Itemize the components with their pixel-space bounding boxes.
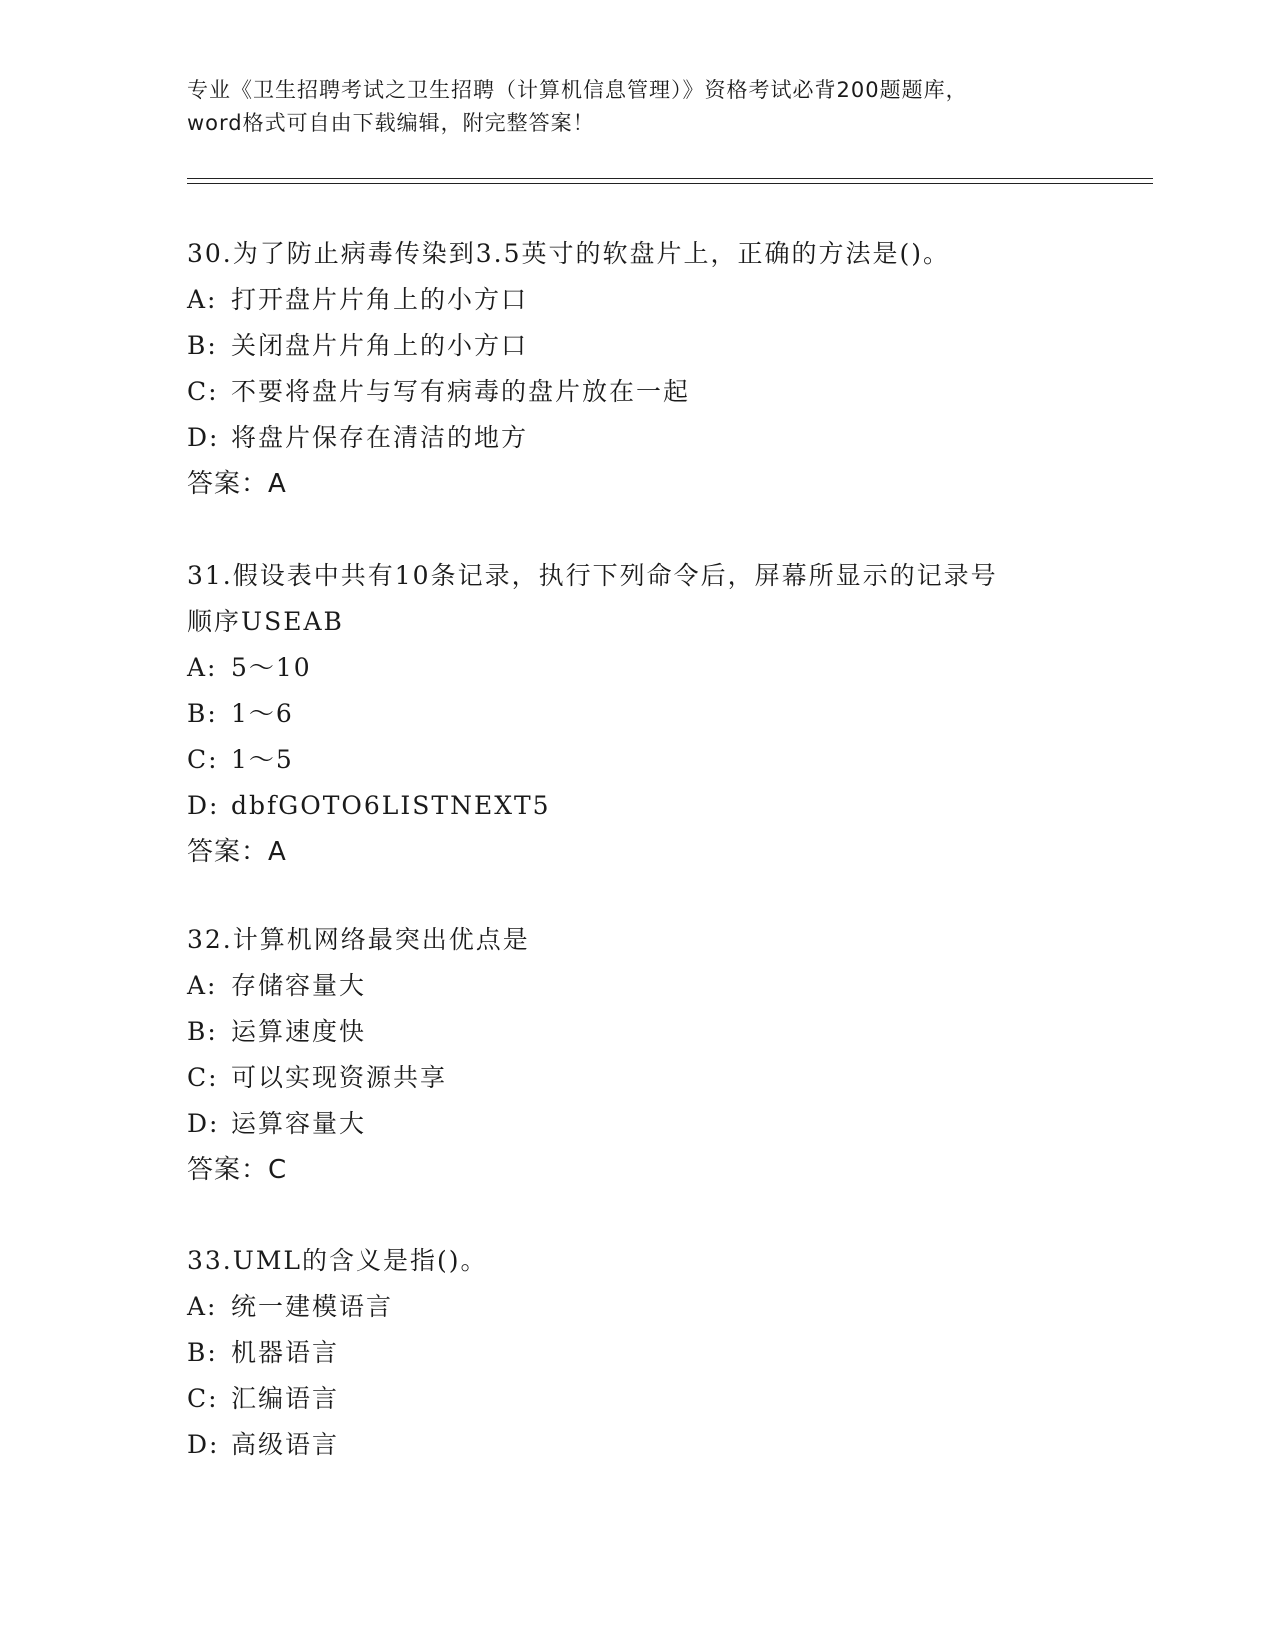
option-text: 运算速度快 (231, 1017, 367, 1046)
option-b (187, 691, 1087, 737)
option-letter: D: (187, 791, 220, 820)
option-c (187, 1376, 1087, 1422)
header-title-line-1: 专业《卫生招聘考试之卫生招聘（计算机信息管理）》资格考试必背200题题库， (187, 78, 968, 102)
question-text: 30.为了防止病毒传染到3.5英寸的软盘片上，正确的方法是()。 (187, 239, 951, 268)
option-b (187, 1330, 1087, 1376)
option-text: 机器语言 (231, 1338, 340, 1367)
option-a (187, 1284, 1087, 1330)
option-text: 统一建模语言 (231, 1292, 394, 1321)
option-c (187, 369, 1087, 415)
option-letter: B: (187, 699, 218, 728)
option-b (187, 323, 1087, 369)
option-letter: B: (187, 1017, 218, 1046)
option-text: 运算容量大 (231, 1109, 367, 1138)
question-text: 32.计算机网络最突出优点是 (187, 925, 530, 954)
answer-line: 答案：A (187, 469, 287, 499)
option-letter: C: (187, 745, 219, 774)
option-d (187, 415, 1087, 461)
question-33 (187, 1238, 1087, 1468)
option-d (187, 1101, 1087, 1147)
option-c (187, 737, 1087, 783)
option-letter: C: (187, 1384, 219, 1413)
option-letter: B: (187, 1338, 218, 1367)
option-c (187, 1055, 1087, 1101)
option-letter: B: (187, 331, 218, 360)
option-text: 打开盘片片角上的小方口 (231, 285, 529, 314)
option-d (187, 1422, 1087, 1468)
option-letter: A: (187, 285, 218, 314)
option-text: 1～6 (231, 699, 294, 728)
header-divider-bottom (187, 183, 1153, 184)
question-text: 31.假设表中共有10条记录，执行下列命令后，屏幕所显示的记录号 (187, 561, 998, 590)
document-header (187, 74, 1087, 140)
answer-line: 答案：C (187, 1155, 288, 1185)
option-b (187, 1009, 1087, 1055)
option-text: 高级语言 (231, 1430, 340, 1459)
option-a (187, 963, 1087, 1009)
option-text: 汇编语言 (231, 1384, 340, 1413)
option-letter: A: (187, 971, 218, 1000)
option-text: 可以实现资源共享 (231, 1063, 448, 1092)
option-text: 1～5 (231, 745, 294, 774)
header-divider-top (187, 178, 1153, 179)
option-letter: D: (187, 423, 220, 452)
option-text: 将盘片保存在清洁的地方 (231, 423, 529, 452)
option-a (187, 645, 1087, 691)
question-30 (187, 231, 1087, 507)
question-32 (187, 917, 1087, 1193)
option-text: 存储容量大 (231, 971, 367, 1000)
question-text-continued: 顺序USEAB (187, 607, 344, 636)
option-text: dbfGOTO6LISTNEXT5 (231, 791, 551, 820)
option-letter: D: (187, 1109, 220, 1138)
option-letter: A: (187, 653, 218, 682)
option-text: 不要将盘片与写有病毒的盘片放在一起 (231, 377, 691, 406)
option-a (187, 277, 1087, 323)
option-text: 5～10 (231, 653, 312, 682)
option-text: 关闭盘片片角上的小方口 (231, 331, 529, 360)
option-letter: C: (187, 377, 219, 406)
option-letter: C: (187, 1063, 219, 1092)
option-letter: D: (187, 1430, 220, 1459)
question-text: 33.UML的含义是指()。 (187, 1246, 488, 1275)
option-d (187, 783, 1087, 829)
header-title-line-2: word格式可自由下载编辑，附完整答案！ (187, 111, 595, 135)
question-31 (187, 553, 1087, 875)
option-letter: A: (187, 1292, 218, 1321)
answer-line: 答案：A (187, 837, 287, 867)
